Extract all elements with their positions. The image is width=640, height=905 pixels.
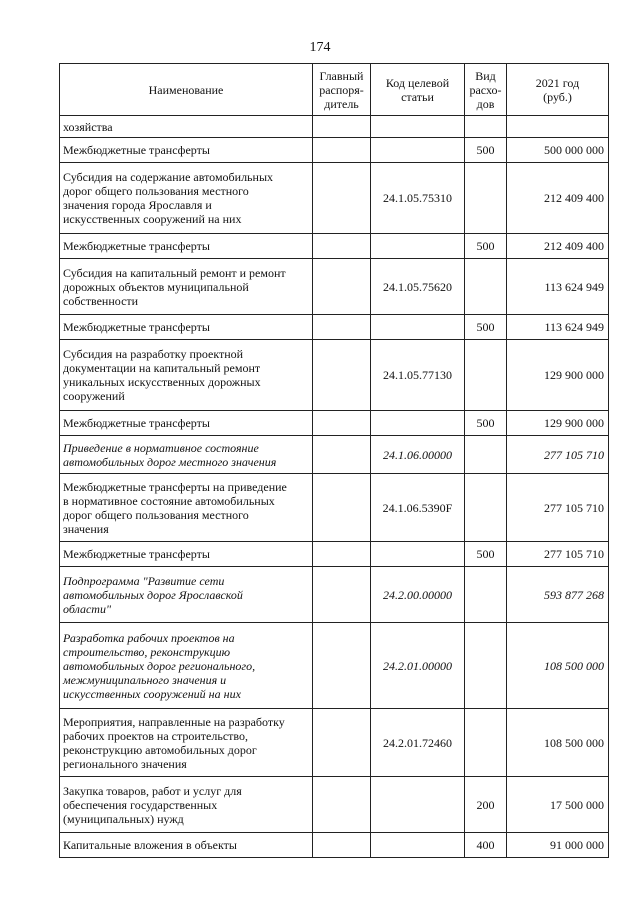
row-name [60, 163, 313, 234]
table-row [60, 709, 609, 777]
row-name [60, 623, 313, 709]
row-manager [313, 138, 371, 163]
header-manager-line: дитель [324, 96, 359, 111]
row-amount: 277 105 710 [507, 436, 609, 474]
row-amount: 277 105 710 [507, 474, 609, 542]
table-row [60, 436, 609, 474]
row-name [60, 709, 313, 777]
table-row [60, 116, 609, 138]
row-name-line: дорог общего пользования местного [63, 184, 249, 198]
budget-table [59, 63, 609, 858]
row-name-line: сооружений [63, 389, 125, 403]
row-name-line: Закупка товаров, работ и услуг для [63, 783, 242, 798]
row-name-line: Подпрограмма "Развитие сети [63, 573, 225, 588]
row-code: 24.2.01.72460 [371, 709, 465, 777]
row-vid: 200 [465, 777, 507, 833]
row-code [371, 777, 465, 833]
row-manager [313, 542, 371, 567]
row-amount: 593 877 268 [507, 567, 609, 623]
row-name-line: Субсидия на капитальный ремонт и ремонт [63, 265, 286, 280]
row-amount: 113 624 949 [507, 259, 609, 315]
row-name-line: дорог общего пользования местного [63, 507, 249, 522]
row-amount: 277 105 710 [507, 542, 609, 567]
row-manager [313, 777, 371, 833]
row-amount: 108 500 000 [507, 623, 609, 709]
header-vid [465, 64, 507, 116]
table-row [60, 474, 609, 542]
row-vid: 500 [465, 411, 507, 436]
row-amount: 129 900 000 [507, 340, 609, 411]
row-name-line: Разработка рабочих проектов на [63, 630, 235, 645]
row-vid: 400 [465, 833, 507, 858]
row-code [371, 116, 465, 138]
table-row [60, 411, 609, 436]
table-row [60, 833, 609, 858]
row-vid [465, 116, 507, 138]
row-manager [313, 163, 371, 234]
row-name-line: значения города Ярославля и [63, 198, 212, 212]
row-vid: 500 [465, 138, 507, 163]
header-amount-line: 2021 год [535, 75, 580, 90]
row-manager [313, 833, 371, 858]
row-code: 24.1.05.75620 [371, 259, 465, 315]
row-code: 24.1.05.77130 [371, 340, 465, 411]
row-vid: 500 [465, 542, 507, 567]
row-name [60, 436, 313, 474]
row-name-line: Межбюджетные трансферты [63, 320, 210, 334]
header-name: Наименование [60, 64, 313, 116]
row-name-line: автомобильных дорог местного значения [63, 454, 277, 469]
table-row [60, 259, 609, 315]
row-manager [313, 116, 371, 138]
row-code: 24.1.06.5390F [371, 474, 465, 542]
row-manager [313, 315, 371, 340]
row-name [60, 259, 313, 315]
row-name [60, 116, 313, 138]
table-row [60, 234, 609, 259]
row-vid: 500 [465, 234, 507, 259]
row-name-line: Субсидия на содержание автомобильных [63, 170, 274, 184]
row-code: 24.1.05.75310 [371, 163, 465, 234]
row-code [371, 315, 465, 340]
row-name-line: Приведение в нормативное состояние [63, 440, 259, 455]
row-code: 24.2.01.00000 [371, 623, 465, 709]
header-code-line: статьи [401, 89, 434, 104]
row-vid [465, 163, 507, 234]
header-code [371, 64, 465, 116]
row-code [371, 234, 465, 259]
row-code [371, 833, 465, 858]
row-amount: 17 500 000 [507, 777, 609, 833]
row-vid [465, 709, 507, 777]
row-name [60, 542, 313, 567]
table-row [60, 138, 609, 163]
row-vid [465, 436, 507, 474]
row-manager [313, 709, 371, 777]
row-name [60, 340, 313, 411]
row-amount: 91 000 000 [507, 833, 609, 858]
header-manager [313, 64, 371, 116]
row-name-line: рабочих проектов на строительство, [63, 728, 248, 743]
page-number: 174 [309, 40, 331, 55]
header-vid-line: Вид [475, 68, 496, 83]
table-row [60, 340, 609, 411]
row-name [60, 315, 313, 340]
row-manager [313, 411, 371, 436]
row-vid: 500 [465, 315, 507, 340]
header-row [60, 64, 609, 116]
row-manager [313, 474, 371, 542]
row-name-line: хозяйства [63, 119, 113, 134]
table-row [60, 315, 609, 340]
row-amount [507, 116, 609, 138]
row-code: 24.2.00.00000 [371, 567, 465, 623]
row-name-line: в нормативное состояние автомобильных [63, 493, 275, 508]
row-vid [465, 259, 507, 315]
row-name-line: межмуниципального значения и [63, 672, 227, 687]
row-name-line: Межбюджетные трансферты [63, 547, 210, 561]
table-row [60, 567, 609, 623]
row-name [60, 411, 313, 436]
row-amount: 212 409 400 [507, 163, 609, 234]
row-manager [313, 259, 371, 315]
row-amount: 113 624 949 [507, 315, 609, 340]
header-manager-line: Главный [319, 68, 364, 83]
row-code [371, 138, 465, 163]
row-amount: 500 000 000 [507, 138, 609, 163]
row-name [60, 474, 313, 542]
row-name [60, 567, 313, 623]
row-name-line: Субсидия на разработку проектной [63, 347, 244, 361]
row-amount: 108 500 000 [507, 709, 609, 777]
row-code [371, 542, 465, 567]
row-name-line: Капитальные вложения в объекты [63, 838, 237, 852]
header-vid-line: расхо- [469, 82, 502, 97]
row-name-line: уникальных искусственных дорожных [63, 375, 261, 389]
row-manager [313, 340, 371, 411]
row-name [60, 234, 313, 259]
table-row [60, 777, 609, 833]
row-manager [313, 234, 371, 259]
header-amount-line: (руб.) [543, 89, 572, 104]
row-name-line: значения [63, 521, 109, 536]
table-body [60, 116, 609, 858]
row-name-line: области" [63, 601, 111, 616]
row-name-line: регионального значения [63, 756, 187, 771]
table-row [60, 542, 609, 567]
row-name-line: Межбюджетные трансферты на приведение [63, 479, 287, 494]
row-name-line: искусственных сооружений на них [63, 686, 241, 701]
header-vid-line: дов [476, 96, 495, 111]
row-vid [465, 474, 507, 542]
row-name-line: документации на капитальный ремонт [63, 361, 261, 375]
row-name [60, 777, 313, 833]
row-manager [313, 567, 371, 623]
table-row [60, 163, 609, 234]
row-name [60, 833, 313, 858]
row-vid [465, 567, 507, 623]
row-name-line: Межбюджетные трансферты [63, 416, 210, 430]
row-amount: 212 409 400 [507, 234, 609, 259]
header-code-line: Код целевой [385, 75, 450, 90]
row-name-line: обеспечения государственных [63, 797, 218, 812]
header-manager-line: распоря- [319, 82, 364, 97]
row-amount: 129 900 000 [507, 411, 609, 436]
row-name-line: (муниципальных) нужд [63, 811, 184, 826]
row-name-line: Межбюджетные трансферты [63, 143, 210, 157]
row-code [371, 411, 465, 436]
row-name-line: собственности [63, 293, 139, 308]
row-name-line: Межбюджетные трансферты [63, 239, 210, 253]
row-name-line: строительство, реконструкцию [63, 644, 231, 659]
header-amount [507, 64, 609, 116]
row-name-line: автомобильных дорог Ярославской [63, 587, 243, 602]
row-name-line: искусственных сооружений на них [63, 212, 242, 226]
table-row [60, 623, 609, 709]
row-name [60, 138, 313, 163]
row-name-line: Мероприятия, направленные на разработку [63, 714, 285, 729]
row-vid [465, 623, 507, 709]
row-manager [313, 623, 371, 709]
row-name-line: автомобильных дорог регионального, [63, 658, 256, 673]
row-vid [465, 340, 507, 411]
row-name-line: дорожных объектов муниципальной [63, 279, 249, 294]
row-manager [313, 436, 371, 474]
row-code: 24.1.06.00000 [371, 436, 465, 474]
row-name-line: реконструкцию автомобильных дорог [63, 742, 257, 757]
